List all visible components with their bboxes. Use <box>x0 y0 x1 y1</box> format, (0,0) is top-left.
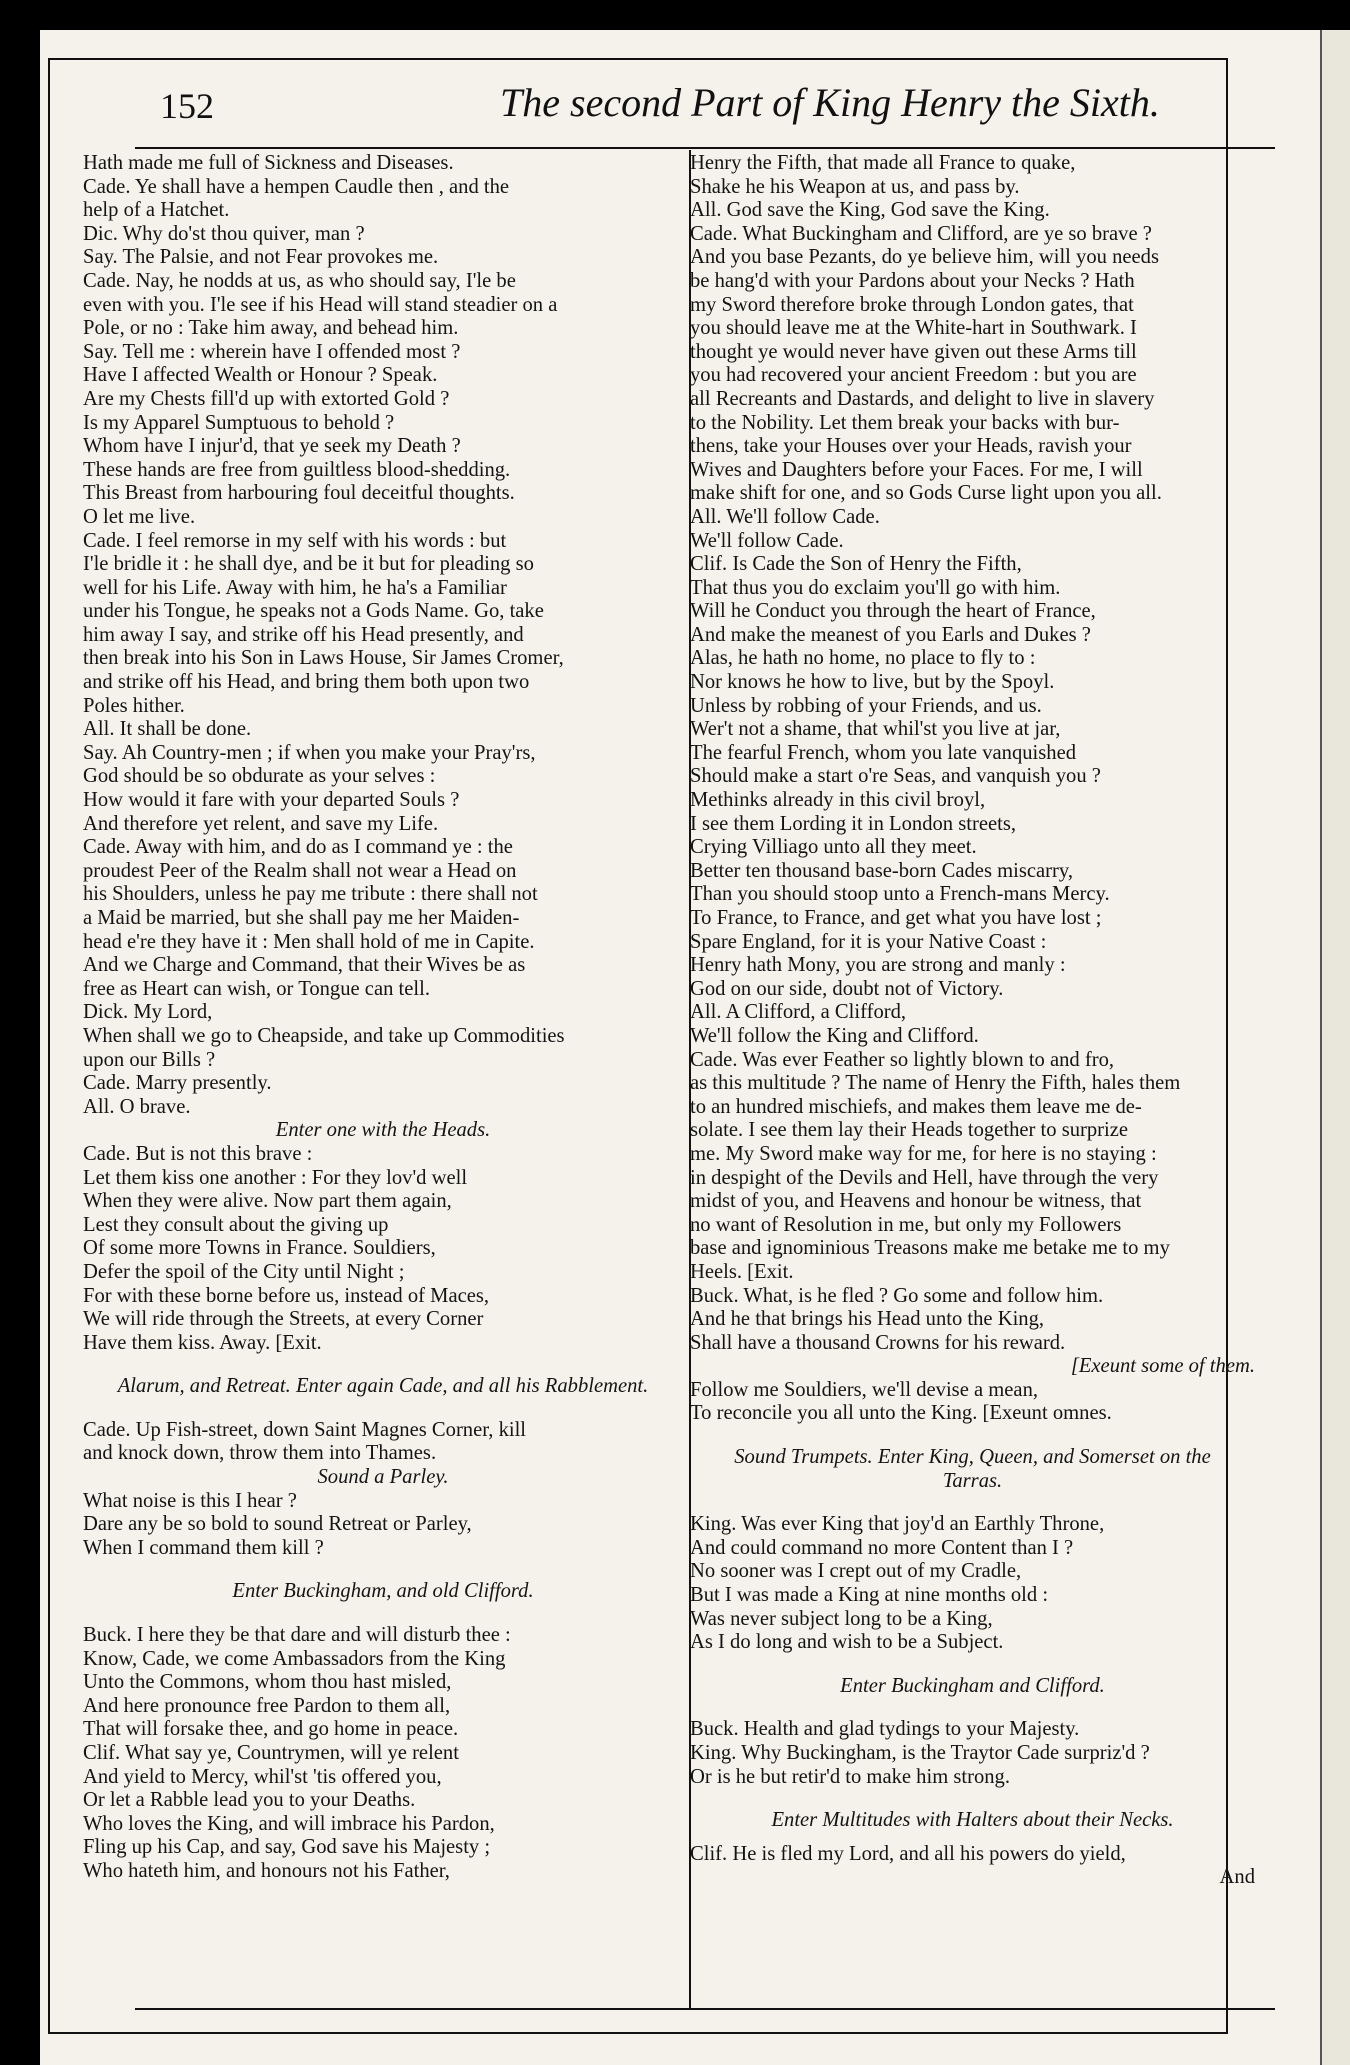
text-line: even with you. I'le see if his Head will stand steadier on a <box>83 293 558 316</box>
text-line: For with these borne before us, instead of Maces, <box>83 1284 490 1307</box>
text-line: But I was made a King at nine months old : <box>690 1584 1049 1607</box>
text-line: as this multitude ? The name of Henry the Fifth, hales them <box>690 1072 1181 1095</box>
stage-direction: Sound Trumpets. Enter King, Queen, and Somerset on the <box>734 1446 1211 1469</box>
text-line: And therefore yet relent, and save my Life. <box>83 812 439 835</box>
text-line: and strike off his Head, and bring them both upon two <box>83 671 530 694</box>
text-line: When they were alive. Now part them again, <box>83 1190 452 1213</box>
text-line: And could command no more Content than I ? <box>690 1536 1074 1559</box>
text-line: him away I say, and strike off his Head presently, and <box>83 623 524 646</box>
text-line: These hands are free from guiltless blood-shedding. <box>83 458 511 481</box>
stage-direction: Enter Multitudes with Halters about their Necks. <box>771 1809 1174 1832</box>
text-line: Lest they consult about the giving up <box>83 1213 389 1236</box>
text-line: upon our Bills ? <box>83 1048 216 1071</box>
text-line: Henry the Fifth, that made all France to quake, <box>690 152 1076 174</box>
left-column <box>83 152 683 1884</box>
text-line: Unless by robbing of your Friends, and us. <box>690 694 1042 717</box>
speech-line: Dick. My Lord, <box>83 1001 213 1024</box>
text-line: make shift for one, and so Gods Curse light upon you all. <box>690 482 1162 505</box>
stage-direction: Enter Buckingham and Clifford. <box>840 1674 1105 1697</box>
stage-direction: [Exeunt some of them. <box>1070 1355 1255 1378</box>
text-line: That will forsake thee, and go home in peace. <box>83 1718 459 1741</box>
text-line: well for his Life. Away with him, he ha's a Familiar <box>83 576 507 599</box>
text-line: To France, to France, and get what you have lost ; <box>690 907 1102 929</box>
catchword: And <box>1219 1866 1255 1889</box>
text-line: Henry hath Mony, you are strong and manly : <box>690 954 1066 977</box>
text-line: help of a Hatchet. <box>83 199 230 222</box>
text-line: And you base Pezants, do ye believe him, will you needs <box>690 246 1159 269</box>
text-line: free as Heart can wish, or Tongue can tell. <box>83 977 430 1000</box>
text-line: Will he Conduct you through the heart of France, <box>690 600 1096 623</box>
speech-line: Clif. He is fled my Lord, and all his powers do yield, <box>690 1842 1126 1865</box>
text-line: to the Nobility. Let them break your backs with bur- <box>690 411 1120 434</box>
speech-line: All. O brave. <box>83 1095 191 1118</box>
text-line: you should leave me at the White-hart in Southwark. I <box>690 317 1137 340</box>
text-line: head e're they have it : Men shall hold of me in Capite. <box>83 930 535 953</box>
text-line: When shall we go to Cheapside, and take up Commodities <box>83 1024 565 1047</box>
text-line: Pole, or no : Take him away, and behead him. <box>83 317 459 340</box>
speech-line: King. Was ever King that joy'd an Earthly Throne, <box>690 1513 1105 1536</box>
text-line: And he that brings his Head unto the King, <box>690 1308 1045 1331</box>
text-line: under his Tongue, he speaks not a Gods Name. Go, take <box>83 600 544 623</box>
speech-line: Cade. Up Fish-street, down Saint Magnes Corner, kill <box>83 1418 527 1441</box>
speech-line: Cade. Marry presently. <box>83 1072 272 1095</box>
text-line: To reconcile you all unto the King. [Exeunt omnes. <box>690 1402 1112 1425</box>
text-line: As I do long and wish to be a Subject. <box>690 1631 1004 1654</box>
text-line: Shall have a thousand Crowns for his reward. <box>690 1331 1066 1354</box>
text-line: Follow me Souldiers, we'll devise a mean, <box>690 1378 1039 1401</box>
text-line: This Breast from harbouring foul deceitful thoughts. <box>83 482 515 505</box>
text-line: and knock down, throw them into Thames. <box>83 1442 437 1465</box>
speech-line: Dic. Why do'st thou quiver, man ? <box>83 222 365 245</box>
text-line: Of some more Towns in France. Souldiers, <box>83 1237 436 1260</box>
text-line: Let them kiss one another : For they lov'd well <box>83 1166 468 1189</box>
text-line: When I command them kill ? <box>83 1536 324 1559</box>
text-line: Wives and Daughters before your Faces. For me, I will <box>690 458 1143 481</box>
speech-line: Buck. What, is he fled ? Go some and follow him. <box>690 1284 1104 1307</box>
adjacent-page-edge <box>1320 30 1350 2065</box>
text-line: No sooner was I crept out of my Cradle, <box>690 1560 1022 1583</box>
speech-line: All. A Clifford, a Clifford, <box>690 1001 907 1024</box>
text-line: Whom have I injur'd, that ye seek my Death ? <box>83 435 461 458</box>
text-line: Spare England, for it is your Native Coast : <box>690 930 1047 953</box>
text-line: Or let a Rabble lead you to your Deaths. <box>83 1789 416 1812</box>
text-line: Shake he his Weapon at us, and pass by. <box>690 175 1020 198</box>
page-header <box>120 80 1260 145</box>
text-line: be hang'd with your Pardons about your Necks ? Hath <box>690 269 1135 292</box>
text-line: Wer't not a shame, that whil'st you live at jar, <box>690 718 1061 741</box>
text-line: solate. I see them lay their Heads together to surprize <box>690 1119 1129 1142</box>
speech-line: Cade. Was ever Feather so lightly blown to and fro, <box>690 1048 1115 1071</box>
text-line: Is my Apparel Sumptuous to behold ? <box>83 411 395 434</box>
text-line: God on our side, doubt not of Victory. <box>690 977 1004 1000</box>
text-line: That thus you do exclaim you'll go with him. <box>690 576 1061 599</box>
text-line: God should be so obdurate as your selves : <box>83 765 436 788</box>
speech-line: Cade. Nay, he nodds at us, as who should say, I'le be <box>83 269 516 292</box>
running-title: The second Part of King Henry the Sixth. <box>500 80 1160 125</box>
text-line: Defer the spoil of the City until Night ; <box>83 1260 405 1283</box>
stage-direction: Alarum, and Retreat. Enter again Cade, and all his Rabblement. <box>117 1375 649 1398</box>
text-line: Should make a start o're Seas, and vanquish you ? <box>690 765 1101 788</box>
speech-line: Say. Tell me : wherein have I offended most ? <box>83 340 461 363</box>
text-line: We will ride through the Streets, at every Corner <box>83 1308 484 1331</box>
text-line: his Shoulders, unless he pay me tribute : there shall not <box>83 883 538 906</box>
speech-line: Cade. But is not this brave : <box>83 1142 313 1165</box>
speech-line: Clif. What say ye, Countrymen, will ye relent <box>83 1742 459 1764</box>
text-line: in despight of the Devils and Hell, have through the very <box>690 1166 1159 1189</box>
speech-line: Buck. I here they be that dare and will disturb thee : <box>83 1624 511 1647</box>
text-line: What noise is this I hear ? <box>83 1489 297 1512</box>
text-line: Who hateth him, and honours not his Father, <box>83 1859 450 1882</box>
text-line: Nor knows he how to live, but by the Spoyl. <box>690 671 1055 694</box>
text-line: Unto the Commons, whom thou hast misled, <box>83 1671 452 1694</box>
text-line: Hath made me full of Sickness and Diseases. <box>83 152 454 174</box>
speech-line: All. We'll follow Cade. <box>690 505 880 528</box>
text-line: Who loves the King, and will imbrace his Pardon, <box>83 1812 495 1835</box>
text-line: Heels. [Exit. <box>690 1260 794 1283</box>
right-column <box>690 152 1255 1890</box>
text-line: How would it fare with your departed Souls ? <box>83 789 460 812</box>
text-line: I see them Lording it in London streets, <box>690 812 1017 835</box>
text-line: Or is he but retir'd to make him strong. <box>690 1765 1010 1788</box>
text-line: Fling up his Cap, and say, God save his Majesty ; <box>83 1836 491 1859</box>
stage-direction: Enter Buckingham, and old Clifford. <box>232 1580 534 1603</box>
text-line: Methinks already in this civil broyl, <box>690 789 986 812</box>
text-line: midst of you, and Heavens and honour be witness, that <box>690 1190 1142 1213</box>
stage-direction: Sound a Parley. <box>317 1466 449 1489</box>
text-line: my Sword therefore broke through London gates, that <box>690 293 1134 316</box>
text-line: thens, take your Houses over your Heads, ravish your <box>690 435 1132 458</box>
text-line: to an hundred mischiefs, and makes them leave me de- <box>690 1095 1142 1118</box>
speech-line: All. It shall be done. <box>83 718 252 741</box>
stage-direction: Enter one with the Heads. <box>275 1119 491 1142</box>
page-number: 152 <box>160 86 214 126</box>
speech-line: King. Why Buckingham, is the Traytor Cade surpriz'd ? <box>690 1742 1150 1764</box>
text-line: The fearful French, whom you late vanquished <box>690 741 1077 764</box>
speech-line: Say. The Palsie, and not Fear provokes me. <box>83 246 439 269</box>
speech-line: Buck. Health and glad tydings to your Majesty. <box>690 1718 1080 1741</box>
text-line: Crying Villiago unto all they meet. <box>690 836 977 859</box>
text-line: a Maid be married, but she shall pay me her Maiden- <box>83 907 520 929</box>
text-line: base and ignominious Treasons make me betake me to my <box>690 1237 1170 1260</box>
text-line: Than you should stoop unto a French-mans Mercy. <box>690 883 1110 906</box>
text-line: Dare any be so bold to sound Retreat or Parley, <box>83 1513 472 1536</box>
text-line: me. My Sword make way for me, for here is no staying : <box>690 1142 1157 1165</box>
text-line: We'll follow the King and Clifford. <box>690 1024 979 1047</box>
text-line: Know, Cade, we come Ambassadors from the King <box>83 1647 506 1670</box>
speech-line: Say. Ah Country-men ; if when you make your Pray'rs, <box>83 741 536 764</box>
text-line: And here pronounce free Pardon to them all, <box>83 1694 451 1717</box>
speech-line: Cade. What Buckingham and Clifford, are ye so brave ? <box>690 222 1152 245</box>
text-line: And make the meanest of you Earls and Dukes ? <box>690 623 1091 646</box>
text-line: thought ye would never have given out these Arms till <box>690 340 1137 363</box>
text-line: Better ten thousand base-born Cades miscarry, <box>690 859 1073 882</box>
text-line: proudest Peer of the Realm shall not wear a Head on <box>83 859 517 882</box>
text-line: all Recreants and Dastards, and delight to live in slavery <box>690 387 1155 410</box>
stage-direction: Tarras. <box>942 1469 1003 1492</box>
text-line: I'le bridle it : he shall dye, and be it but for pleading so <box>83 553 534 576</box>
text-line: Have I affected Wealth or Honour ? Speak. <box>83 364 438 387</box>
speech-line: All. God save the King, God save the King. <box>690 199 1050 222</box>
text-line: And yield to Mercy, whil'st 'tis offered you, <box>83 1765 442 1788</box>
text-line: you had recovered your ancient Freedom : but you are <box>690 364 1137 387</box>
text-line: then break into his Son in Laws House, Sir James Cromer, <box>83 647 564 670</box>
text-line: And we Charge and Command, that their Wives be as <box>83 954 526 977</box>
text-line: Are my Chests fill'd up with extorted Gold ? <box>83 387 450 410</box>
speech-line: Cade. Away with him, and do as I command ye : the <box>83 836 513 859</box>
text-line: We'll follow Cade. <box>690 529 844 552</box>
speech-line: Clif. Is Cade the Son of Henry the Fifth, <box>690 553 1022 576</box>
header-rule <box>135 147 1275 149</box>
text-line: Was never subject long to be a King, <box>690 1607 993 1630</box>
text-line: Alas, he hath no home, no place to fly to : <box>690 647 1036 670</box>
footer-rule <box>135 2008 1275 2010</box>
speech-line: Cade. I feel remorse in my self with his words : but <box>83 529 507 552</box>
text-line: no want of Resolution in me, but only my Followers <box>690 1213 1122 1236</box>
text-line: O let me live. <box>83 505 196 528</box>
text-line: Have them kiss. Away. [Exit. <box>83 1331 322 1354</box>
text-line: Poles hither. <box>83 694 185 717</box>
speech-line: Cade. Ye shall have a hempen Caudle then , and the <box>83 175 510 198</box>
